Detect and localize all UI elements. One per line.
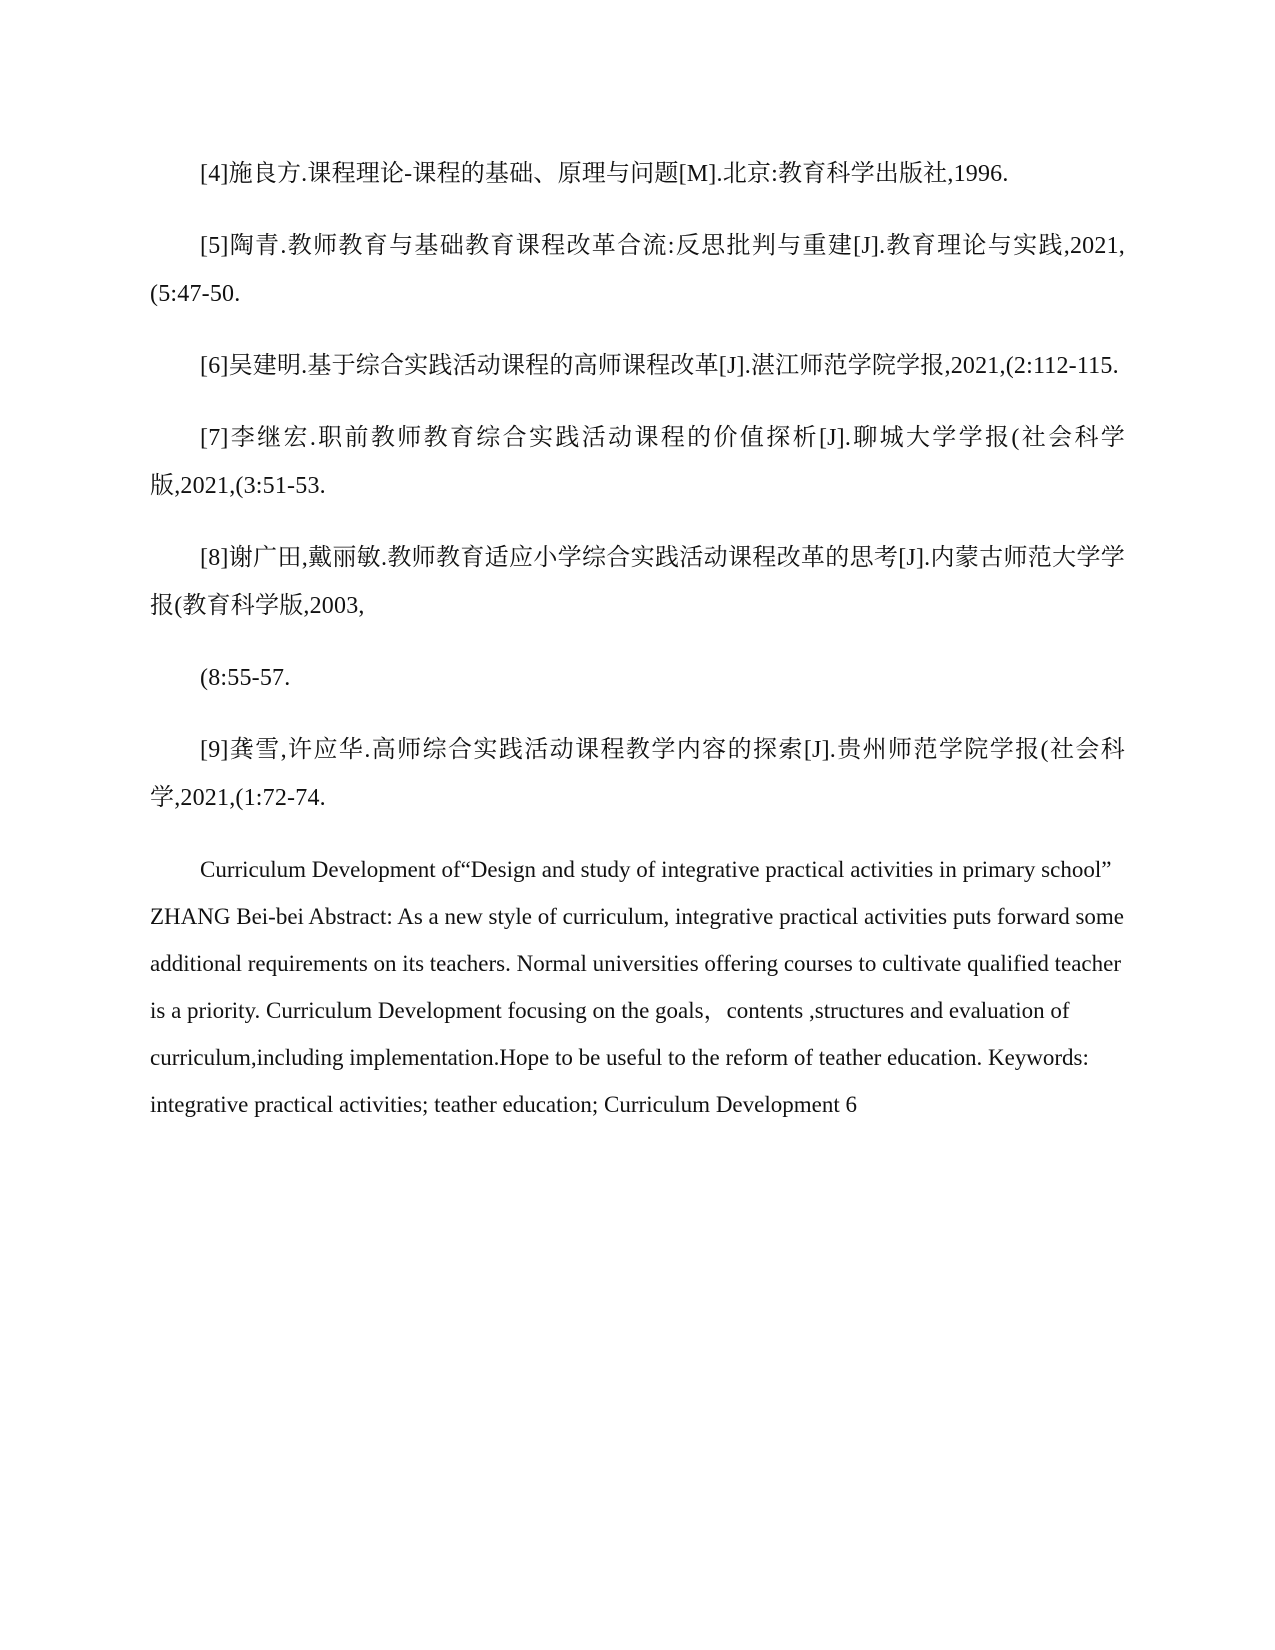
reference-8-continuation: (8:55-57. xyxy=(200,665,291,691)
reference-7: [7]李继宏.职前教师教育综合实践活动课程的价值探析[J].聊城大学学报(社会科学版,2021,(3:51-53. xyxy=(150,425,1125,499)
reference-9: [9]龚雪,许应华.高师综合实践活动课程教学内容的探索[J].贵州师范学院学报(社会科学,2021,(1:72-74. xyxy=(150,737,1125,811)
page-content xyxy=(150,150,1125,1128)
reference-6: [6]吴建明.基于综合实践活动课程的高师课程改革[J].湛江师范学院学报,2021,(2:112-115. xyxy=(200,353,1119,379)
reference-8: [8]谢广田,戴丽敏.教师教育适应小学综合实践活动课程改革的思考[J].内蒙古师范大学学报(教育科学版,2003, xyxy=(150,545,1125,619)
reference-4: [4]施良方.课程理论-课程的基础、原理与问题[M].北京:教育科学出版社,1996. xyxy=(200,161,1009,187)
english-abstract: Curriculum Development of“Design and study of integrative practical activities in primary school” ZHANG Bei-bei Abstract: As a new style of curriculum, integrative practical activities puts forward some additional requirements on its teachers. Normal universities offering courses to cultivate qualified teacher is a priority. Curriculum Development focusing on the goals，contents ,structures and evaluation of curriculum,including implementation.Hope to be useful to the reform of teather education. Keywords: integrative practical activities; teather education; Curriculum Development 6 xyxy=(150,857,1125,1117)
reference-5: [5]陶青.教师教育与基础教育课程改革合流:反思批判与重建[J].教育理论与实践,2021,(5:47-50. xyxy=(150,233,1125,307)
